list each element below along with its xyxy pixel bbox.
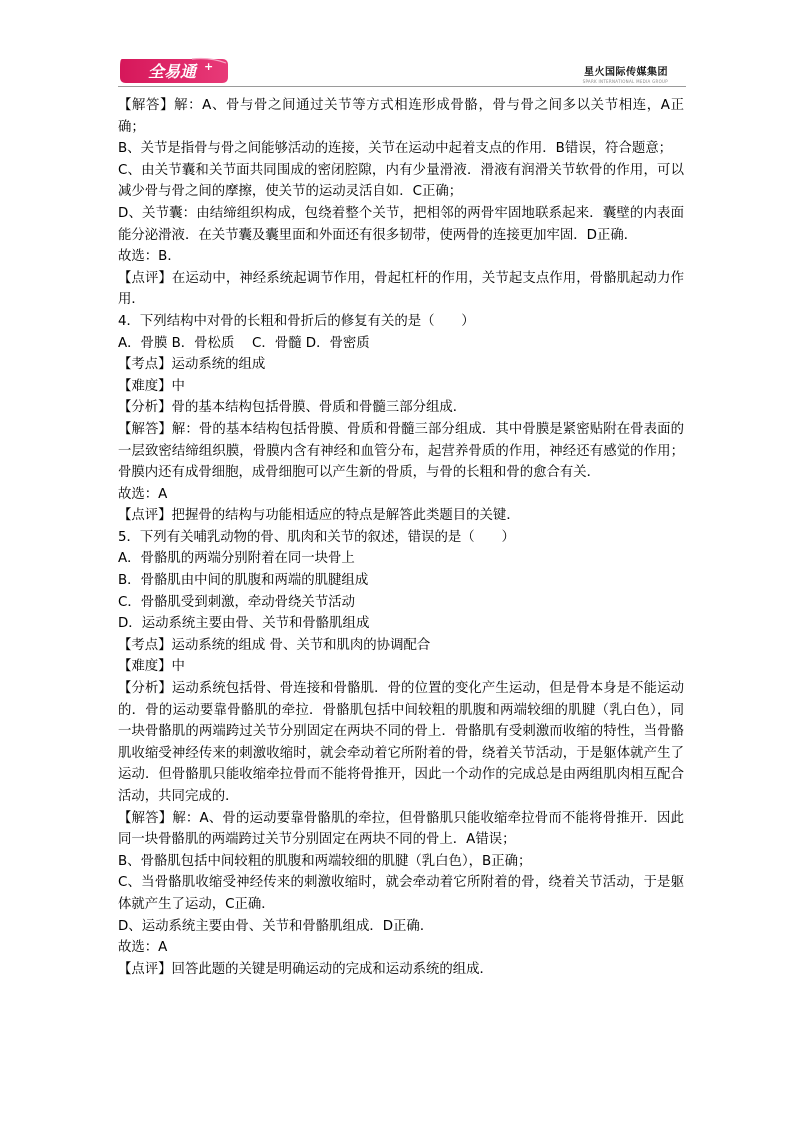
paragraph: D、运动系统主要由骨、关节和骨骼肌组成．D正确． [118, 918, 434, 934]
publisher-name: 星火国际传媒集团 [584, 67, 668, 78]
answer-option: B．骨骼肌由中间的肌腹和两端的肌腱组成 [118, 573, 369, 589]
paragraph: 【解答】解：A、骨与骨之间通过关节等方式相连形成骨骼，骨与骨之间多以关节相连，A正确； [118, 98, 684, 135]
paragraph: 【解答】解：A、骨的运动要靠骨骼肌的牵拉，但骨骼肌只能收缩牵拉骨而不能将骨推开．因此同一块骨骼肌的两端跨过关节分别固定在两块不同的骨上．A错误； [118, 810, 684, 848]
paragraph: 【点评】回答此题的关键是明确运动的完成和运动系统的组成． [118, 961, 493, 977]
logo [118, 55, 230, 87]
paragraph: 【难度】中 [118, 659, 185, 675]
answer-option: D．运动系统主要由骨、关节和骨骼肌组成 [118, 616, 370, 632]
paragraph: 【点评】把握骨的结构与功能相适应的特点是解答此类题目的关键． [118, 508, 520, 524]
logo-text: 全易通 [148, 62, 197, 81]
paragraph: 【解答】解：骨的基本结构包括骨膜、骨质和骨髓三部分组成．其中骨膜是紧密贴附在骨表面的一层致密结缔组织膜，骨膜内含有神经和血管分布，起营养骨质的作用，神经还有感觉的作用；骨膜内还有成骨细胞，成骨细胞可以产生新的骨质，与骨的长粗和骨的愈合有关． [118, 421, 684, 481]
logo-plus: + [204, 60, 214, 73]
paragraph: B、关节是指骨与骨之间能够活动的连接，关节在运动中起着支点的作用．B错误，符合题意； [118, 141, 672, 157]
answer-option: A．骨骼肌的两端分别附着在同一块骨上 [118, 551, 355, 567]
paragraph: 故选：A [118, 940, 168, 956]
paragraph: 【考点】运动系统的组成 [118, 357, 266, 373]
paragraph: D、关节囊：由结缔组织构成，包绕着整个关节，把相邻的两骨牢固地联系起来．囊壁的内表面能分泌滑液．在关节囊及囊里面和外面还有很多韧带，使两骨的连接更加牢固．D正确． [118, 205, 684, 243]
publisher-subtitle: SPARK INTERNATIONAL MEDIA GROUP [582, 79, 668, 84]
paragraph: 【考点】运动系统的组成 骨、关节和肌肉的协调配合 [118, 637, 431, 653]
answer-option: C．骨骼肌受到刺激，牵动骨绕关节活动 [118, 594, 355, 610]
question-stem: 5．下列有关哺乳动物的骨、肌肉和关节的叙述，错误的是（ ） [118, 529, 515, 545]
paragraph: C、当骨骼肌收缩受神经传来的刺激收缩时，就会牵动着它所附着的骨，绕着关节活动，于是躯体就产生了运动，C正确． [118, 875, 684, 912]
paragraph: 故选：B． [118, 249, 181, 265]
publisher [583, 63, 668, 84]
page-header [0, 0, 800, 90]
answer-options: A．骨膜 B．骨松质 C．骨髓 D．骨密质 [118, 335, 370, 351]
paragraph: B、骨骼肌包括中间较粗的肌腹和两端较细的肌腱（乳白色），B正确； [118, 853, 532, 869]
paragraph: C、由关节囊和关节面共同围成的密闭腔隙，内有少量滑液．滑液有润滑关节软骨的作用，可以减少骨与骨之间的摩擦，使关节的运动灵活自如．C正确； [118, 162, 684, 200]
header-divider [118, 86, 686, 87]
paragraph: 【分析】骨的基本结构包括骨膜、骨质和骨髓三部分组成． [118, 400, 467, 416]
document-body [118, 95, 684, 980]
paragraph: 【点评】在运动中，神经系统起调节作用，骨起杠杆的作用，关节起支点作用，骨骼肌起动力作用． [118, 270, 684, 308]
paragraph: 故选：A [118, 486, 168, 502]
paragraph: 【分析】运动系统包括骨、骨连接和骨骼肌．骨的位置的变化产生运动，但是骨本身是不能运动的．骨的运动要靠骨骼肌的牵拉．骨骼肌包括中间较粗的肌腹和两端较细的肌腱（乳白色），同一块骨骼肌的两端跨过关节分别固定在两块不同的骨上．骨骼肌有受刺激而收缩的特性，当骨骼肌收缩受神经传来的刺激收缩时，就会牵动着它所附着的骨，绕着关节活动，于是躯体就产生了运动．但骨骼肌只能收缩牵拉骨而不能将骨推开，因此一个动作的完成总是由两组肌肉相互配合活动，共同完成的． [118, 681, 684, 804]
question-stem: 4．下列结构中对骨的长粗和骨折后的修复有关的是（ ） [118, 313, 475, 329]
paragraph: 【难度】中 [118, 378, 185, 394]
